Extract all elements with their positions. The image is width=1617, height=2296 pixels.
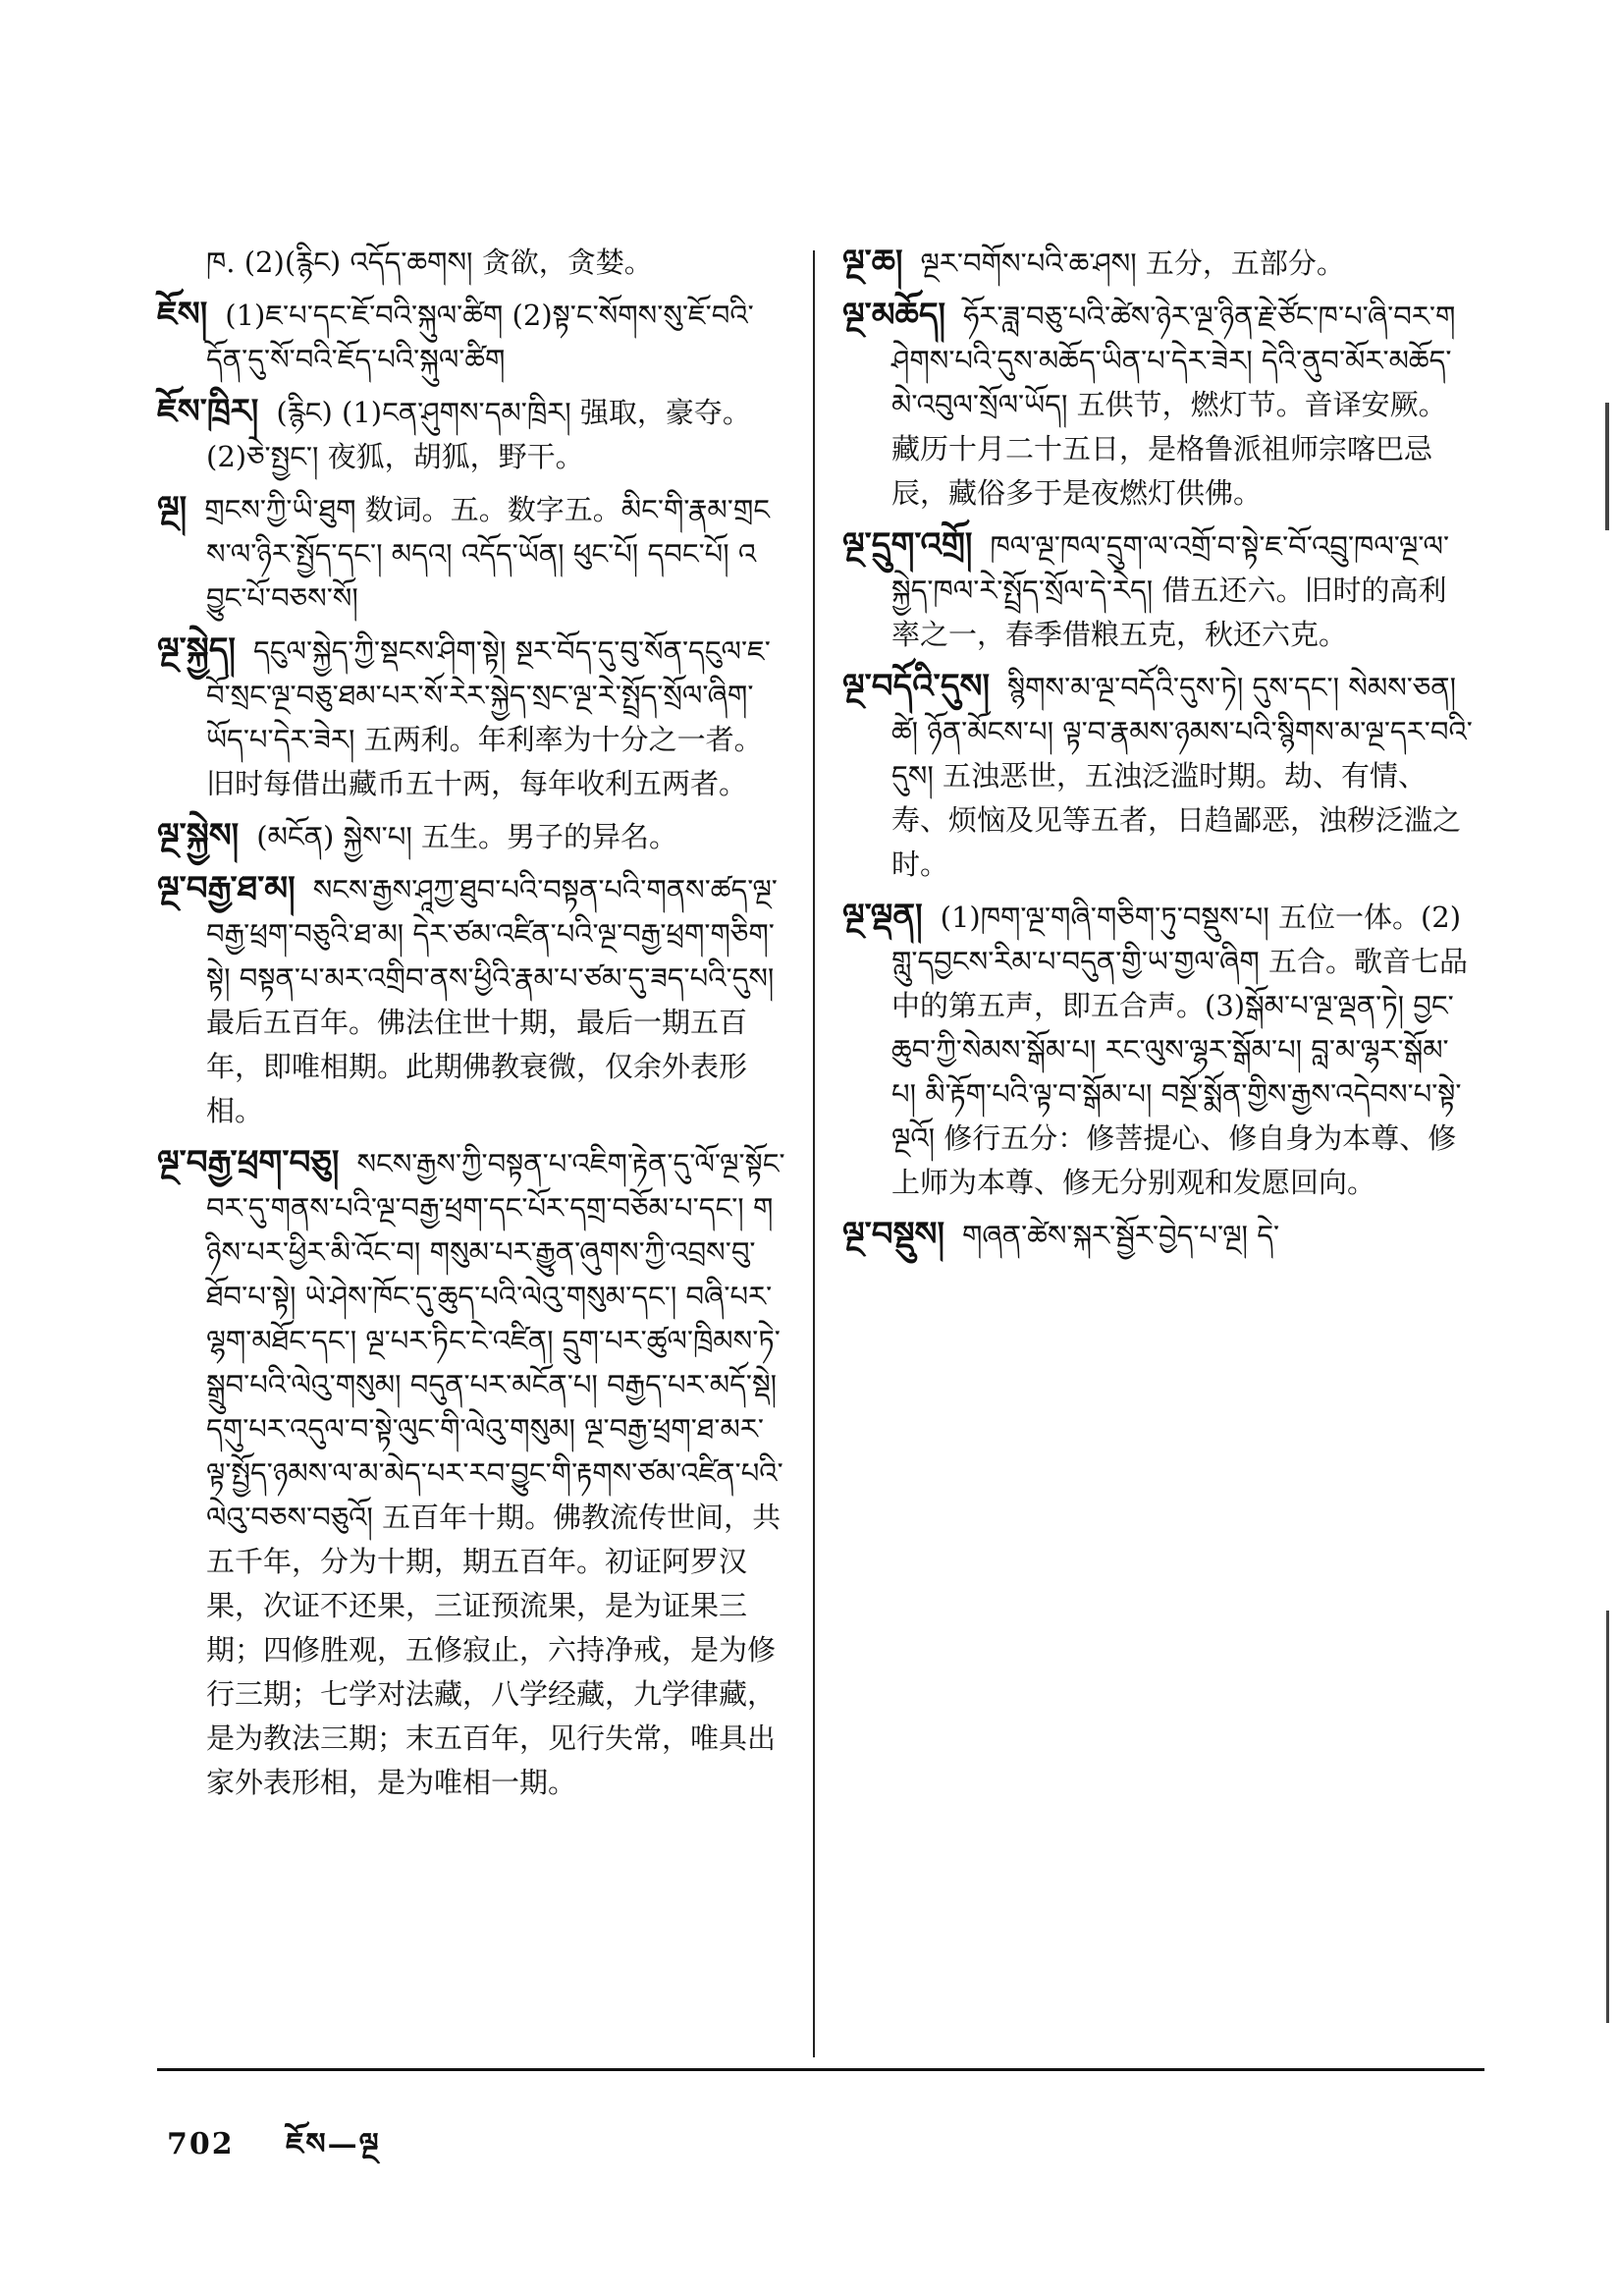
column-divider — [813, 250, 815, 2057]
scan-edge-mark — [1606, 1611, 1609, 2023]
dictionary-entry — [157, 241, 785, 285]
dictionary-entry — [157, 390, 785, 479]
entry-text: ཁ. (2)(རྙིང) འདོད་ཆགས། 贪欲，贪婪。 — [206, 246, 653, 279]
dictionary-entry — [157, 293, 785, 382]
dictionary-entry — [842, 294, 1473, 516]
dictionary-entry — [842, 523, 1473, 657]
entry-headword: ལྔ་བརྒྱ་ཐ་མ། — [157, 869, 296, 908]
entry-headword: ལྔ་མཆོད། — [842, 296, 946, 335]
dictionary-entry — [157, 629, 785, 806]
dictionary-entry — [842, 665, 1473, 887]
entry-text: (མངོན) སྐྱེས་པ། 五生。男子的异名。 — [256, 820, 678, 853]
entry-headword: ཇོས་ཁྲིར། — [157, 392, 259, 431]
entry-headword: ལྔ་བདོའི་དུས། — [842, 667, 991, 706]
entry-text: (རྙིང) (1)ངན་ཤུགས་དམ་ཁྲིར། 强取，豪夺。(2)ཅེ་སྤྱང་། 夜狐，胡狐，野干。 — [206, 396, 751, 473]
dictionary-entry — [842, 1213, 1473, 1258]
entry-headword: ལྔ་བརྒྱ་ཕྲག་བཅུ། — [157, 1143, 340, 1182]
dictionary-entry — [842, 895, 1473, 1205]
entry-text: ཁལ་ལྔ་ཁལ་དྲུག་ལ་འགྲོ་བ་སྟེ་ཇ་བོ་འབྲུ་ཁལ་ལྔ་ལ་སྐྱེད་ཁལ་རེ་སྤྲོད་སྲོལ་དེ་རེད། 借五还六。旧时的高利率之一，春季借粮五克，秋还六克。 — [891, 529, 1450, 651]
entry-text: སངས་རྒྱས་ཀྱི་བསྟན་པ་འཇིག་རྟེན་དུ་ལོ་ལྔ་སྟོང་བར་དུ་གནས་པའི་ལྔ་བརྒྱ་ཕྲག་དང་པོར་དགྲ་བཅོམ་པ་དང་། གཉིས་པར་ཕྱིར་མི་འོང་བ། གསུམ་པར་རྒྱུན་ཞུགས་ཀྱི་འབྲས་བུ་ཐོབ་པ་སྟེ། ཡེ་ཤེས་ཁོང་དུ་ཆུད་པའི་ལེའུ་གསུམ་དང་། བཞི་པར་ལྷག་མཐོང་དང་། ལྔ་པར་ཏིང་ངེ་འཛིན། དྲུག་པར་ཚུལ་ཁྲིམས་ཏེ་སྒྲུབ་པའི་ལེའུ་གསུམ། བདུན་པར་མངོན་པ། བརྒྱད་པར་མདོ་སྡེ། དགུ་པར་འདུལ་བ་སྟེ་ལུང་གི་ལེའུ་གསུམ། ལྔ་བརྒྱ་ཕྲག་ཐ་མར་ལྟ་སྤྱོད་ཉམས་ལ་མ་མེད་པར་རབ་བྱུང་གི་རྟགས་ཙམ་འཛིན་པའི་ལེའུ་བཅས་བཅུའོ། 五百年十期。佛教流传世间，共五千年，分为十期，期五百年。初证阿罗汉果，次证不还果，三证预流果，是为证果三期；四修胜观，五修寂止，六持净戒，是为修行三期；七学对法藏，八学经藏，九学律藏，是为教法三期；末五百年，见行失常，唯具出家外表形相，是为唯相一期。 — [206, 1147, 785, 1799]
page-range: ཇོས—ལྔ — [286, 2127, 381, 2161]
scan-edge-mark — [1605, 403, 1609, 530]
right-column — [842, 241, 1473, 1266]
entry-headword: ལྔ་བསྡུས། — [842, 1215, 945, 1254]
entry-headword: ལྔ་དྲུག་འགྲོ། — [842, 525, 973, 565]
entry-headword: ལྔ་ལྡན། — [842, 897, 923, 936]
page-footer — [167, 2111, 420, 2194]
entry-text: སྙིགས་མ་ལྔ་བདོའི་དུས་ཏེ། དུས་དང་། སེམས་ཅན། ཚེ། ཉོན་མོངས་པ། ལྟ་བ་རྣམས་ཉམས་པའི་སྙིགས་མ་ལྔ་དར་བའི་དུས། 五浊恶世，五浊泛滥时期。劫、有情、寿、烦恼及见等五者，日趋鄙恶，浊秽泛滥之时。 — [891, 671, 1473, 881]
dictionary-entry — [157, 814, 785, 859]
page-number: 702 — [167, 2127, 235, 2161]
dictionary-entry — [157, 867, 785, 1133]
entry-headword: ལྔ། — [157, 489, 188, 528]
entry-text: གྲངས་ཀྱི་ཡི་ཐུག 数词。五。数字五。མིང་གི་རྣམ་གྲངས་ལ་ཉིར་སྤྱོད་དང་། མདའ། འདོད་ཡོན། ཕུང་པོ། དབང་པོ། འབྱུང་པོ་བཅས་སོ། — [204, 493, 770, 615]
entry-headword: ཇོས། — [157, 295, 208, 334]
entry-headword: ལྔ་ཆ། — [842, 243, 903, 282]
entry-text: (1)ཁག་ལྔ་གཞི་གཅིག་ཏུ་བསྡུས་པ། 五位一体。(2)གླུ་དབྱངས་རིམ་པ་བདུན་གྱི་ཡ་གྱལ་ཞིག 五合。歌音七品中的第五声，即五合声。(3)སྒོམ་པ་ལྔ་ལྡན་ཏེ། བྱང་ཆུབ་ཀྱི་སེམས་སྒོམ་པ། རང་ལུས་ལྷར་སྒོམ་པ། བླ་མ་ལྷར་སྒོམ་པ། མི་རྟོག་པའི་ལྟ་བ་སྒོམ་པ། བསྔོ་སྨོན་གྱིས་རྒྱས་འདེབས་པ་སྟེ་ལྔའོ། 修行五分：修菩提心、修自身为本尊、修上师为本尊、修无分别观和发愿回向。 — [891, 901, 1468, 1199]
entry-headword: ལྔ་སྐྱེས། — [157, 816, 240, 855]
footer-rule — [157, 2068, 1484, 2071]
entry-text: གཞན་ཚེས་སྐར་སྦྱོར་བྱེད་པ་ལྔ། དེ་ — [962, 1219, 1280, 1252]
entry-text: ཧོར་ཟླ་བཅུ་པའི་ཚེས་ཉེར་ལྔ་ཉིན་རྗེ་ཙོང་ཁ་པ་ཞི་བར་གཤེགས་པའི་དུས་མཆོད་ཡིན་པ་དེར་ཟེར། དེའི་ནུབ་མོར་མཆོད་མེ་འབུལ་སྲོལ་ཡོད། 五供节，燃灯节。音译安厥。藏历十月二十五日，是格鲁派祖师宗喀巴忌辰，藏俗多于是夜燃灯供佛。 — [891, 300, 1456, 510]
entry-text: (1)ཇ་པ་དང་ཇོ་བའི་སྐུལ་ཚིག (2)སྟ་ང་སོགས་སུ་ཇོ་བའི་དོན་དུ་སོ་བའི་ཇོད་པའི་སྐུལ་ཚིག — [206, 299, 754, 376]
left-column — [157, 241, 785, 1813]
entry-text: སངས་རྒྱས་ཤཱཀྱ་ཐུབ་པའི་བསྟན་པའི་གནས་ཚད་ལྔ་བརྒྱ་ཕྲག་བཅུའི་ཐ་མ། དེར་ཙམ་འཛིན་པའི་ལྔ་བརྒྱ་ཕྲག་གཅིག་སྟེ། བསྟན་པ་མར་འགྲིབ་ནས་ཕྱིའི་རྣམ་པ་ཙམ་དུ་ཟད་པའི་དུས། 最后五百年。佛法住世十期，最后一期五百年，即唯相期。此期佛教衰微，仅余外表形相。 — [206, 873, 778, 1127]
dictionary-entry — [842, 241, 1473, 286]
dictionary-entry — [157, 487, 785, 621]
entry-text: དངུལ་སྐྱེད་ཀྱི་སྡངས་ཤིག་སྟེ། སྔར་བོད་དུ་བུ་སོན་དངུལ་ཇ་བོ་སྲང་ལྔ་བཅུ་ཐམ་པར་སོ་རེར་སྐྱེད་སྲང་ལྔ་རེ་སྤྲོད་སྲོལ་ཞིག་ཡོད་པ་དེར་ཟེར། 五两利。年利率为十分之一者。旧时每借出藏币五十两，每年收利五两者。 — [206, 634, 771, 800]
entry-headword: ལྔ་སྐྱེད། — [157, 630, 236, 670]
entry-text: ལྔར་བགོས་པའི་ཆ་ཤས། 五分，五部分。 — [920, 246, 1345, 280]
dictionary-entry — [157, 1141, 785, 1805]
